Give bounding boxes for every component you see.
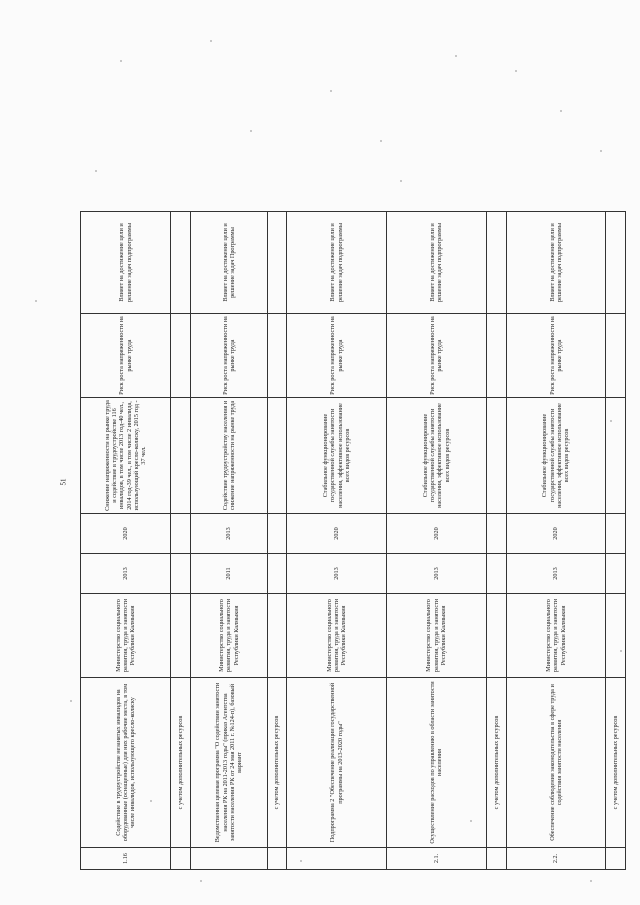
empty-cell [267, 594, 287, 678]
expected-result: Стабильное функционирование государственной службы занятости населения, эффективное использование всех видов ресурсов [287, 398, 387, 514]
scan-noise-speck [620, 650, 622, 652]
scan-noise-speck [210, 40, 212, 42]
row-number [606, 848, 626, 870]
row-number [191, 848, 268, 870]
risk: Риск роста напряженности на рынке труда [387, 314, 487, 398]
impact: Влияет на достижение цели и решение задач подпрограммы [287, 212, 387, 314]
empty-cell [486, 314, 506, 398]
expected-result: Стабильное функционирование государственной службы занятости населения, эффективное использование всех видов ресурсов [506, 398, 606, 514]
executor: Министерство социального развития, труда и занятости Республики Калмыкия [81, 594, 171, 678]
empty-cell [486, 594, 506, 678]
empty-cell [606, 594, 626, 678]
subtitle: с учетом дополнительных ресурсов [171, 678, 191, 848]
subtitle: с учетом дополнительных ресурсов [486, 678, 506, 848]
scan-noise-speck [150, 800, 152, 802]
scan-noise-speck [455, 55, 457, 57]
risk: Риск роста напряженности на рынке труда [191, 314, 268, 398]
row-number [171, 848, 191, 870]
scan-noise-speck [470, 820, 472, 822]
table-row [387, 212, 487, 870]
scan-noise-speck [590, 880, 592, 882]
scan-noise-speck [95, 170, 97, 172]
executor: Министерство социального развития, труда и занятости Республики Калмыкия [287, 594, 387, 678]
end-year: 2020 [81, 514, 171, 554]
empty-cell [606, 212, 626, 314]
scan-noise-speck [200, 880, 202, 882]
empty-cell [171, 514, 191, 554]
empty-cell [267, 514, 287, 554]
empty-cell [486, 212, 506, 314]
empty-cell [267, 212, 287, 314]
end-year: 2020 [287, 514, 387, 554]
table-body [81, 212, 626, 870]
row-number [287, 848, 387, 870]
impact: Влияет на достижение цели и решение задач подпрограммы [387, 212, 487, 314]
empty-cell [606, 554, 626, 594]
page-number: 51 [59, 478, 68, 486]
measure-name: Ведомственная целевая программа "О содействии занятости населения РК на 2011-2013 годы" (приказ Агентства занятости населения РК от 24 мая 2011 г. №124-п), базовый вариант [191, 678, 268, 848]
empty-cell [267, 398, 287, 514]
scan-noise-speck [560, 110, 562, 112]
table-row [171, 212, 191, 870]
expected-result: Стабильное функционирование государственной службы занятости населения, эффективное использование всех видов ресурсов [387, 398, 487, 514]
rotated-table-wrapper [80, 212, 626, 870]
empty-cell [171, 314, 191, 398]
end-year: 2020 [506, 514, 606, 554]
table-row [191, 212, 268, 870]
measure-name: Подпрограмма 2 "Обеспечение реализации государственной программы на 2013-2020 годы" [287, 678, 387, 848]
impact: Влияет на достижение цели и решение задач подпрограммы [81, 212, 171, 314]
scan-noise-speck [250, 130, 252, 132]
empty-cell [171, 398, 191, 514]
row-number [486, 848, 506, 870]
empty-cell [171, 554, 191, 594]
impact: Влияет на достижение цели и решение задач Программы [191, 212, 268, 314]
empty-cell [486, 514, 506, 554]
executor: Министерство социального развития, труда и занятости Республики Калмыкия [387, 594, 487, 678]
row-number: 2.2. [506, 848, 606, 870]
table-row [486, 212, 506, 870]
scan-noise-speck [400, 180, 402, 182]
scan-noise-speck [380, 140, 382, 142]
scan-noise-speck [330, 90, 332, 92]
subtitle: с учетом дополнительных ресурсов [606, 678, 626, 848]
expected-result: Содействие трудоустройству населения и снижение напряженности на рынке труда [191, 398, 268, 514]
risk: Риск роста напряженности на рынке труда [81, 314, 171, 398]
empty-cell [486, 398, 506, 514]
impact: Влияет на достижение цели и решение задач подпрограммы [506, 212, 606, 314]
scan-noise-speck [600, 150, 602, 152]
row-number: 1.16 [81, 848, 171, 870]
scan-noise-speck [300, 860, 302, 862]
risk: Риск роста напряженности на рынке труда [287, 314, 387, 398]
scan-noise-speck [120, 60, 122, 62]
program-measures-table [80, 211, 626, 870]
table-row [267, 212, 287, 870]
executor: Министерство социального развития, труда и занятости Республики Калмыкия [191, 594, 268, 678]
empty-cell [267, 314, 287, 398]
empty-cell [606, 398, 626, 514]
start-year: 2013 [506, 554, 606, 594]
start-year: 2013 [287, 554, 387, 594]
start-year: 2013 [81, 554, 171, 594]
scan-noise-speck [35, 300, 37, 302]
table-row [606, 212, 626, 870]
empty-cell [171, 212, 191, 314]
executor: Министерство социального развития, труда и занятости Республики Калмыкия [506, 594, 606, 678]
end-year: 2020 [387, 514, 487, 554]
start-year: 2011 [191, 554, 268, 594]
scan-noise-speck [70, 700, 72, 702]
end-year: 2013 [191, 514, 268, 554]
table-row [506, 212, 606, 870]
subtitle: с учетом дополнительных ресурсов [267, 678, 287, 848]
expected-result: Снижение напряженности на рынке труда и содействие в трудоустройстве 116 инвалидов, в том числе 2013 год-40 чел., 2014 год-39 чел., в том числе 2 инвалида, использующий кресло-коляску, 2015 год - 37 чел. [81, 398, 171, 514]
row-number: 2.1. [387, 848, 487, 870]
measure-name: Обеспечение соблюдения законодательства в сфере труда и содействия занятости населения [506, 678, 606, 848]
row-number [267, 848, 287, 870]
table-row [81, 212, 171, 870]
measure-name: Осуществление расходов по управлению в области занятости населения [387, 678, 487, 848]
empty-cell [606, 314, 626, 398]
scan-noise-speck [610, 420, 612, 422]
empty-cell [171, 594, 191, 678]
empty-cell [267, 554, 287, 594]
measure-name: Содействие в трудоустройстве незанятых инвалидов на оборудованные (оснащенные) для них рабочие места, в том числе инвалидов, использующего кресло-коляску [81, 678, 171, 848]
start-year: 2013 [387, 554, 487, 594]
empty-cell [486, 554, 506, 594]
table-row [287, 212, 387, 870]
risk: Риск роста напряженности на рынке труда [506, 314, 606, 398]
scan-noise-speck [515, 70, 517, 72]
empty-cell [606, 514, 626, 554]
